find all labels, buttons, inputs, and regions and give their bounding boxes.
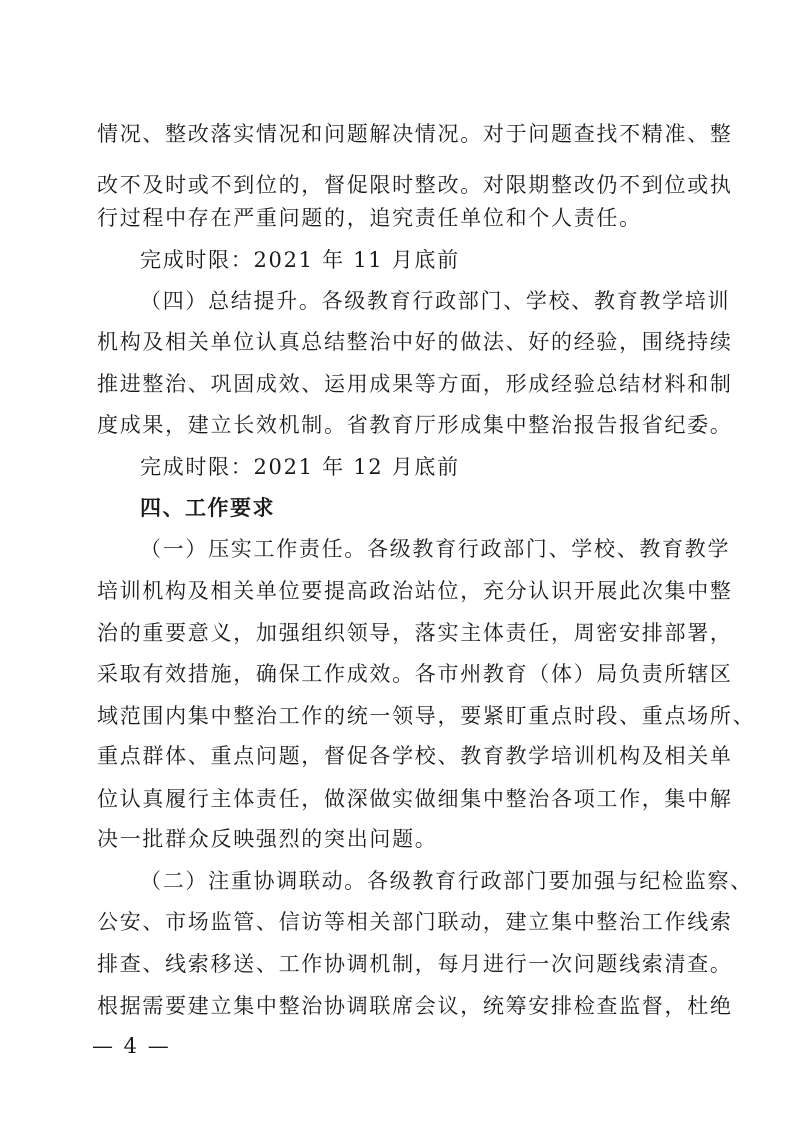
body-text-line: 排查、线索移送、工作协调机制，每月进行一次问题线索清查。 <box>97 952 733 976</box>
body-text-line: 决一批群众反映强烈的突出问题。 <box>97 827 438 851</box>
body-text-line: 采取有效措施，确保工作成效。各市州教育（体）局负责所辖区 <box>97 662 733 686</box>
body-text-line: 重点群体、重点问题，督促各学校、教育教学培训机构及相关单 <box>97 744 733 768</box>
body-text-line: 改不及时或不到位的，督促限时整改。对限期整改仍不到位或执 <box>97 173 733 197</box>
body-text-line: 位认真履行主体责任，做深做实做细集中整治各项工作，集中解 <box>97 787 733 811</box>
body-text-line: 域范围内集中整治工作的统一领导，要紧盯重点时段、重点场所、 <box>97 704 756 728</box>
body-text-line: 机构及相关单位认真总结整治中好的做法、好的经验，围绕持续 <box>97 330 733 354</box>
body-text-line: 培训机构及相关单位要提高政治站位，充分认识开展此次集中整 <box>97 579 733 603</box>
section-heading-line: （一）压实工作责任。各级教育行政部门、学校、教育教学 <box>140 537 731 561</box>
body-text-line: 治的重要意义，加强组织领导，落实主体责任，周密安排部署， <box>97 621 733 645</box>
deadline-line: 完成时限：2021 年 12 月底前 <box>140 455 460 479</box>
section-heading-line: （二）注重协调联动。各级教育行政部门要加强与纪检监察、 <box>140 869 753 893</box>
body-text-line: 行过程中存在严重问题的，追究责任单位和个人责任。 <box>97 206 642 230</box>
body-text-line: 推进整治、巩固成效、运用成果等方面，形成经验总结材料和制 <box>97 372 733 396</box>
body-text-line: 公安、市场监管、信访等相关部门联动，建立集中整治工作线索 <box>97 910 733 934</box>
page-number: — 4 — <box>92 1034 171 1058</box>
deadline-line: 完成时限：2021 年 11 月底前 <box>140 248 460 272</box>
body-text-line: 根据需要建立集中整治协调联席会议，统筹安排检查监督，杜绝 <box>97 994 733 1018</box>
section-heading-line: （四）总结提升。各级教育行政部门、学校、教育教学培训 <box>140 289 731 313</box>
section-heading: 四、工作要求 <box>140 496 275 520</box>
body-text-line: 情况、整改落实情况和问题解决情况。对于问题查找不精准、整 <box>97 122 733 146</box>
body-text-line: 度成果，建立长效机制。省教育厅形成集中整治报告报省纪委。 <box>97 413 733 437</box>
